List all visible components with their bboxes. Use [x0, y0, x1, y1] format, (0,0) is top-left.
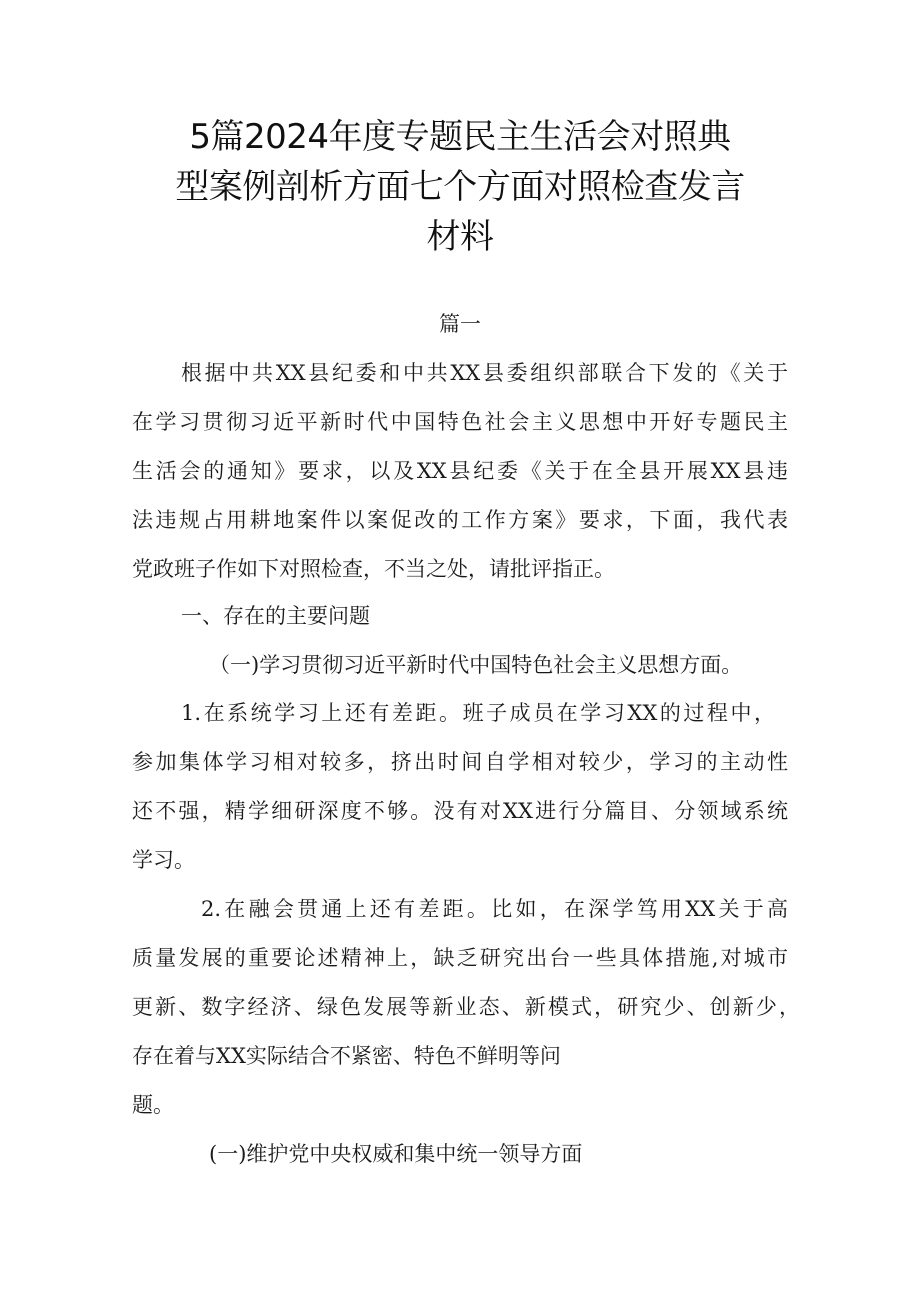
body-line: 质量发展的重要论述精神上，缺乏研究出台一些具体措施,对城市 — [132, 946, 788, 970]
body-line: 还不强，精学细研深度不够。没有对XX进行分篇目、分领域系统 — [132, 799, 788, 823]
title-line-2: 型案例剖析方面七个方面对照检查发言 — [175, 167, 745, 207]
body-line: 生活会的通知》要求，以及XX县纪委《关于在全县开展XX县违 — [132, 459, 788, 483]
body-line: 1.在系统学习上还有差距。班子成员在学习XX的过程中， — [181, 701, 775, 725]
title-line-1: 5篇2024年度专题民主生活会对照典 — [189, 117, 731, 157]
body-line: 存在着与XX实际结合不紧密、特色不鲜明等问 — [132, 1044, 561, 1068]
title-line-3: 材料 — [426, 217, 494, 257]
body-line: 题。 — [132, 1093, 174, 1117]
body-line: 根据中共XX县纪委和中共XX县委组织部联合下发的《关于 — [181, 361, 788, 385]
body-line: 法违规占用耕地案件以案促改的工作方案》要求，下面，我代表 — [132, 508, 788, 532]
body-line: 2.在融会贯通上还有差距。比如，在深学笃用XX关于高 — [201, 897, 788, 921]
document-title — [120, 112, 800, 262]
heading-level-2: (一)维护党中央权威和集中统一领导方面 — [209, 1142, 583, 1166]
heading-level-2: （一)学习贯彻习近平新时代中国特色社会主义思想方面。 — [209, 653, 743, 677]
section-heading: 篇一 — [439, 312, 481, 336]
heading-level-1: 一、存在的主要问题 — [181, 604, 370, 628]
body-line: 党政班子作如下对照检查，不当之处，请批评指正。 — [132, 557, 615, 581]
body-line: 参加集体学习相对较多，挤出时间自学相对较少，学习的主动性 — [132, 750, 788, 774]
body-line: 在学习贯彻习近平新时代中国特色社会主义思想中开好专题民主 — [132, 410, 788, 434]
body-line: 更新、数字经济、绿色发展等新业态、新模式，研究少、创新少， — [132, 995, 800, 1019]
body-line: 学习。 — [132, 848, 195, 872]
